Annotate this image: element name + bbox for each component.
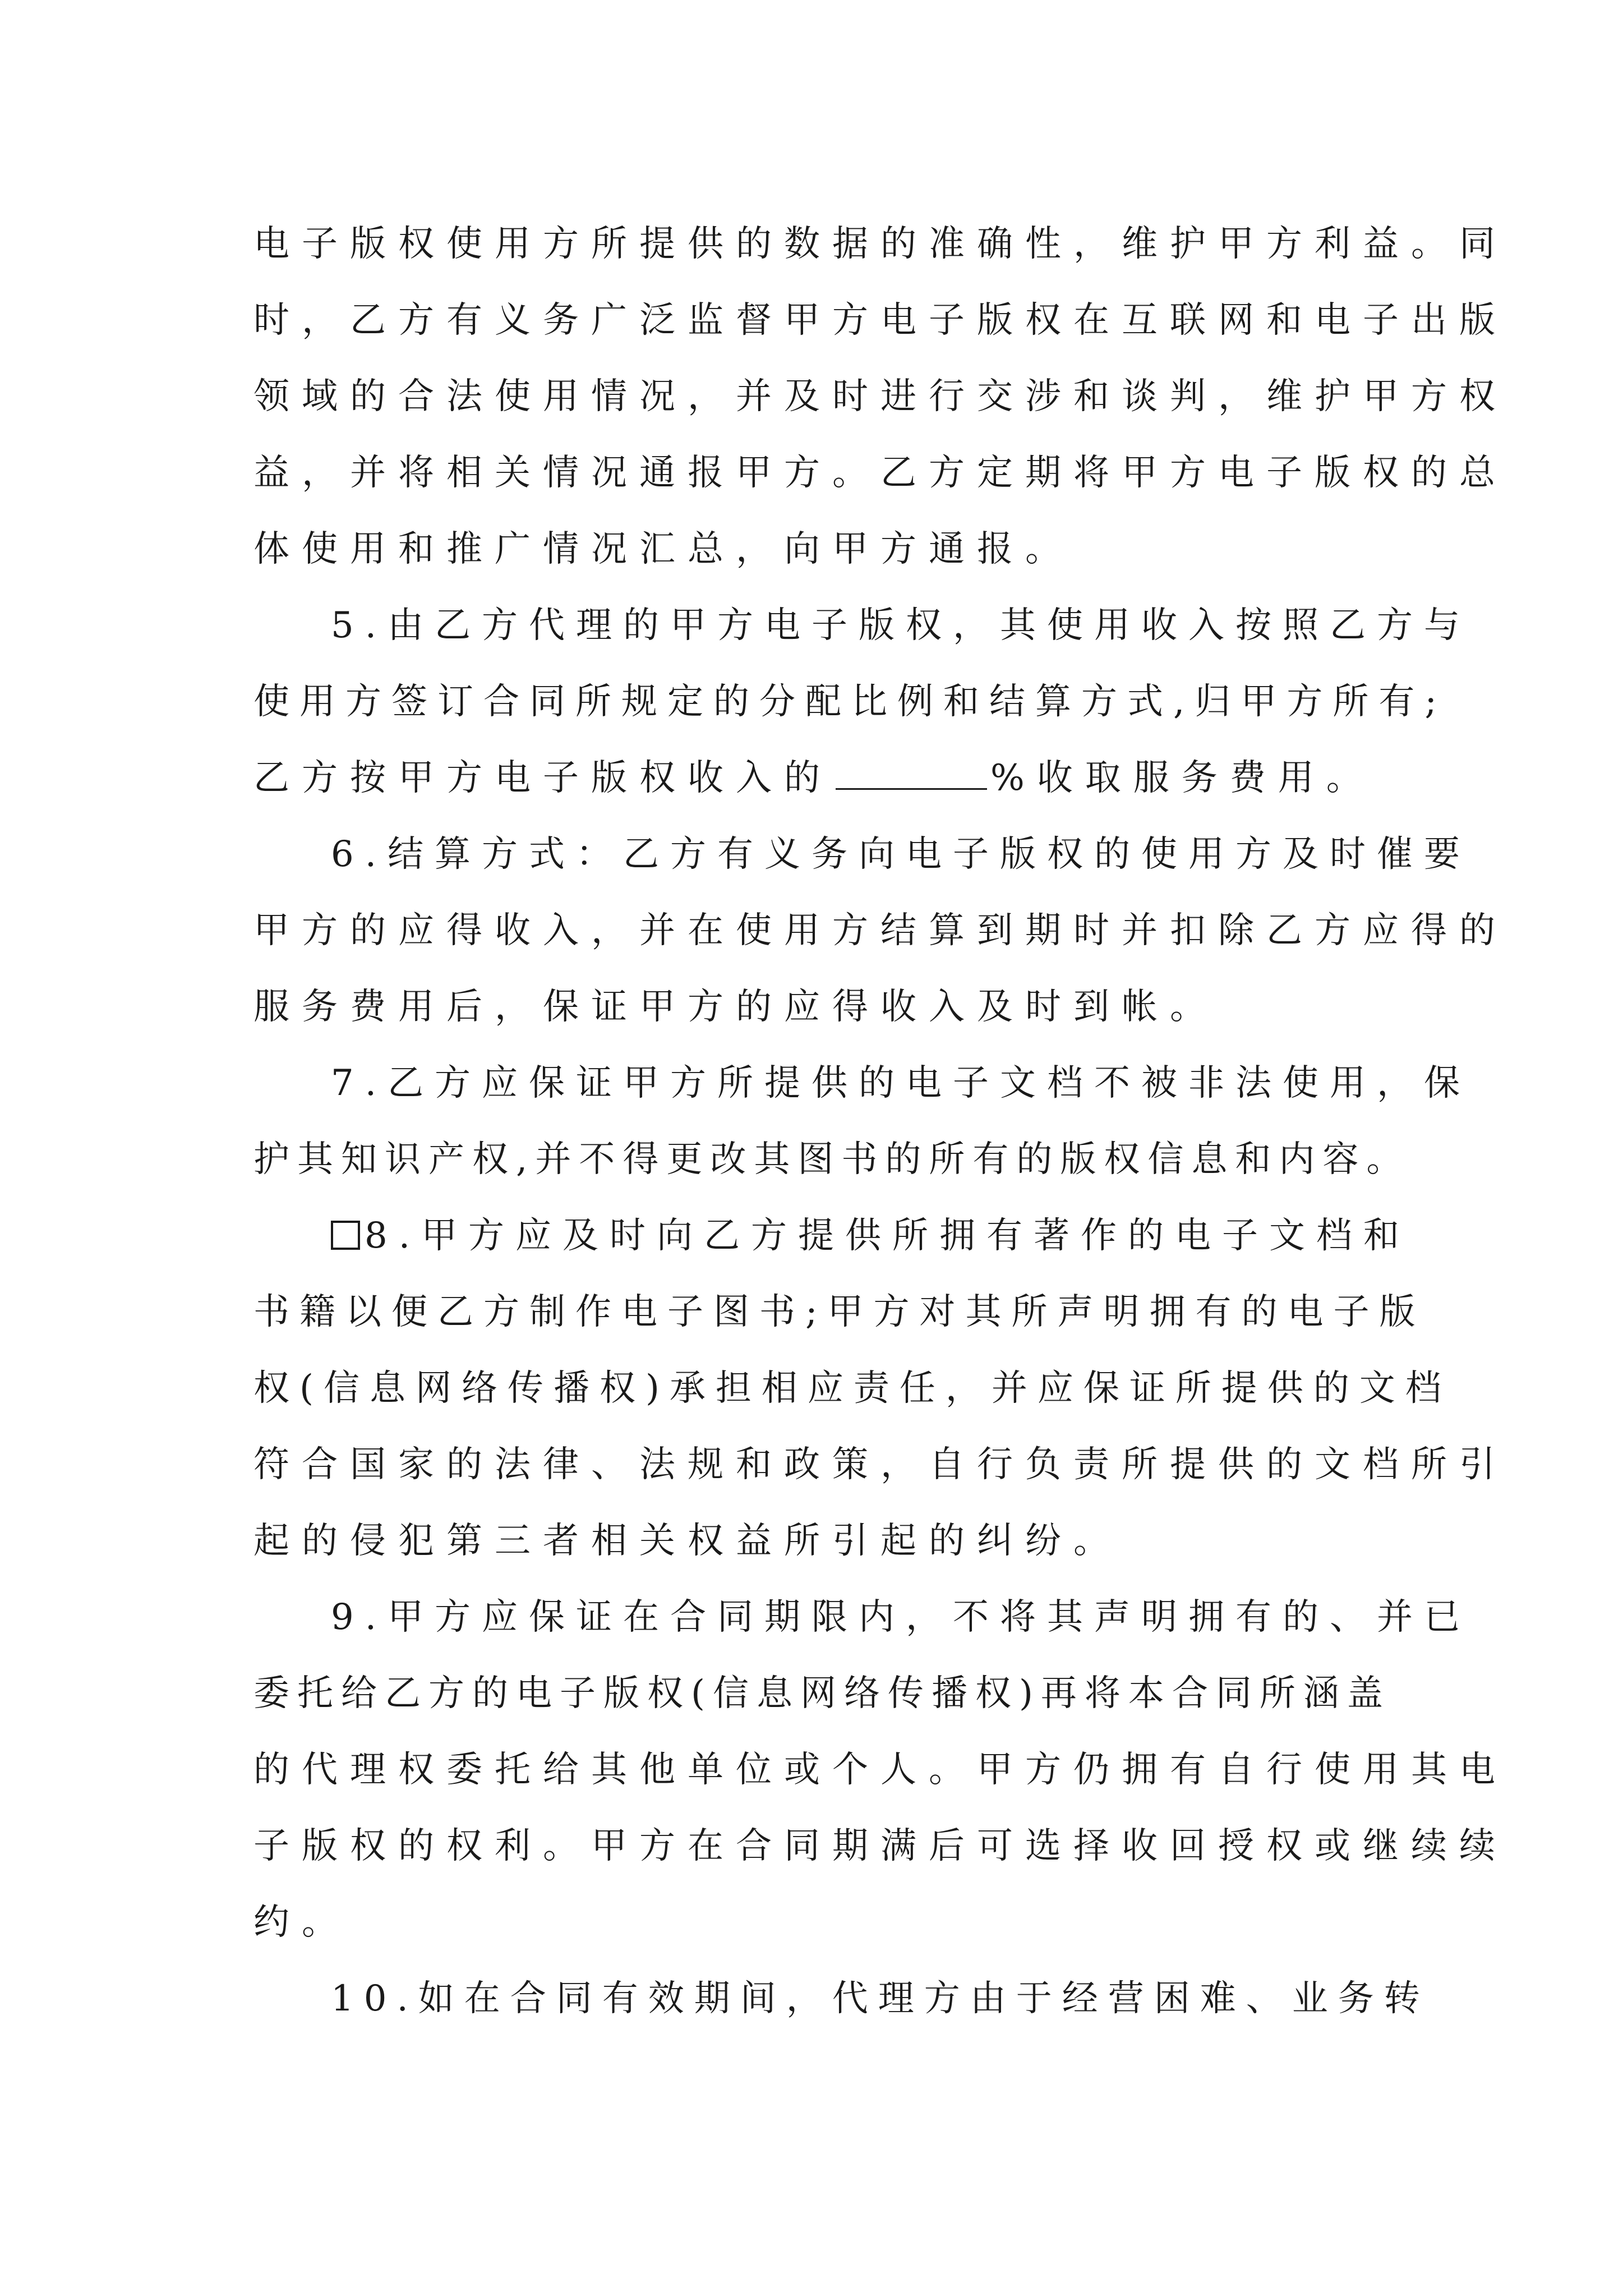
paragraph-line: 电子版权使用方所提供的数据的准确性，维护甲方利益。同 bbox=[253, 223, 1507, 265]
clause-8-line: 符合国家的法律、法规和政策，自行负责所提供的文档所引 bbox=[253, 1444, 1507, 1485]
clause-8-text: 8.甲方应及时向乙方提供所拥有著作的电子文档和 bbox=[365, 1215, 1411, 1257]
clause-8-line: 书籍以便乙方制作电子图书;甲方对其所声明拥有的电子版 bbox=[253, 1291, 1426, 1333]
clause-6-line: 甲方的应得收入，并在使用方结算到期时并扣除乙方应得的 bbox=[253, 910, 1507, 951]
clause-8-line: 权(信息网络传播权)承担相应责任，并应保证所提供的文档 bbox=[253, 1368, 1451, 1409]
clause-10-line: 10.如在合同有效期间，代理方由于经营困难、业务转 bbox=[331, 1978, 1430, 2019]
paragraph-line: 益，并将相关情况通报甲方。乙方定期将甲方电子版权的总 bbox=[253, 452, 1507, 494]
paragraph-line: 领域的合法使用情况，并及时进行交涉和谈判，维护甲方权 bbox=[253, 376, 1507, 417]
clause-8-first-line bbox=[331, 1215, 1411, 1257]
fee-text-before: 乙方按甲方电子版权收入的 bbox=[253, 757, 832, 799]
clause-6-line: 服务费用后，保证甲方的应得收入及时到帐。 bbox=[253, 986, 1218, 1028]
clause-9-line: 子版权的权利。甲方在合同期满后可选择收回授权或继续续 bbox=[253, 1825, 1507, 1867]
clause-7-line: 7.乙方应保证甲方所提供的电子文档不被非法使用，保 bbox=[331, 1062, 1472, 1104]
clause-9-line: 委托给乙方的电子版权(信息网络传播权)再将本合同所涵盖 bbox=[253, 1673, 1391, 1714]
clause-9-line: 9.甲方应保证在合同期限内，不将其声明拥有的、并已 bbox=[331, 1596, 1472, 1638]
fee-percentage-blank bbox=[836, 786, 987, 790]
clause-5-line: 5.由乙方代理的甲方电子版权，其使用收入按照乙方与 bbox=[331, 605, 1472, 646]
checkbox-icon bbox=[331, 1221, 360, 1250]
clause-7-line: 护其知识产权,并不得更改其图书的所有的版权信息和内容。 bbox=[253, 1139, 1410, 1180]
clause-5-fee-line bbox=[253, 757, 1381, 799]
clause-9-line: 的代理权委托给其他单位或个人。甲方仍拥有自行使用其电 bbox=[253, 1749, 1507, 1791]
clause-9-line: 约。 bbox=[253, 1902, 350, 1943]
paragraph-line: 体使用和推广情况汇总，向甲方通报。 bbox=[253, 528, 1073, 570]
clause-8-line: 起的侵犯第三者相关权益所引起的纠纷。 bbox=[253, 1520, 1122, 1562]
clause-5-line: 使用方签订合同所规定的分配比例和结算方式,归甲方所有; bbox=[253, 681, 1447, 723]
paragraph-line: 时，乙方有义务广泛监督甲方电子版权在互联网和电子出版 bbox=[253, 300, 1507, 341]
clause-6-line: 6.结算方式：乙方有义务向电子版权的使用方及时催要 bbox=[331, 834, 1472, 875]
fee-text-after: %收取服务费用。 bbox=[990, 757, 1375, 799]
